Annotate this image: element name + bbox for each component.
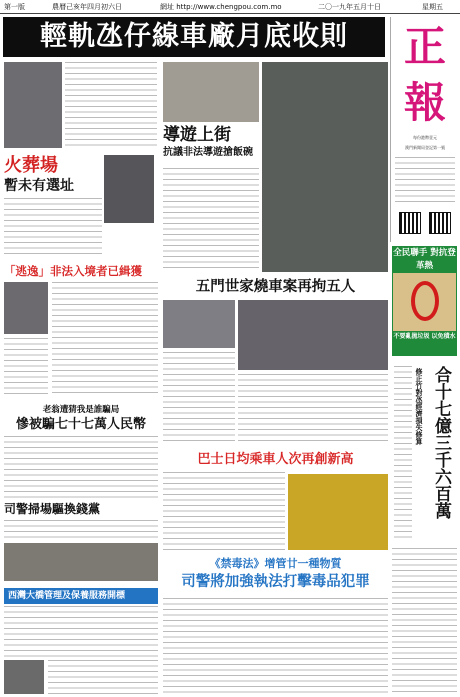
- drug-title: 司警將加強執法打擊毒品犯罪: [181, 574, 370, 590]
- notice-title: 全民聯手 對抗登革熱: [393, 248, 456, 271]
- protest-title: 導遊上街: [163, 125, 231, 145]
- page-top-bar: [0, 0, 460, 14]
- protest-subtitle: 抗議非法導遊搶飯碗: [163, 147, 253, 158]
- registration-note: 澳門新聞局登記第一號: [405, 145, 445, 150]
- bus-photo: [288, 474, 388, 550]
- arson-evidence-photo: [163, 300, 235, 348]
- story-title: 火葬場: [4, 155, 58, 176]
- bus-story-title: 巴士日均乘車人次再創新高: [197, 452, 354, 467]
- notice-subtitle: 不要亂拋垃圾 以免積水: [393, 331, 456, 355]
- escape-portrait: [4, 282, 48, 334]
- protest-march-photo: [262, 62, 388, 272]
- drug-kicker: 《禁毒法》增管廿一種物質: [209, 557, 342, 570]
- weekday: 星期五: [422, 3, 443, 11]
- masthead: [390, 17, 458, 242]
- qr-code-icon[interactable]: [429, 212, 451, 234]
- portrait-photo: [4, 62, 62, 148]
- official-photo: [104, 155, 154, 223]
- website-url[interactable]: 網址 http://www.chengpou.com.mo: [160, 3, 282, 11]
- fraud-kicker: 老翁遭猜我是誰騙局: [42, 405, 120, 415]
- police-raid-photo: [4, 543, 158, 581]
- price-note: 每份港幣壹元: [413, 135, 437, 140]
- qr-code-icon[interactable]: [399, 212, 421, 234]
- fraud-title: 慘被騙七十七萬人民幣: [15, 417, 146, 432]
- crematorium-story-header: [4, 155, 102, 195]
- vertical-kicker: 修正竹對氹經濟損失修算: [415, 368, 424, 445]
- vertical-headline: 合十七億三千六百萬: [431, 366, 451, 519]
- prohibit-icon: [411, 281, 439, 321]
- public-notice-box: [392, 246, 457, 356]
- arson-suspects-photo: [238, 300, 388, 370]
- story-subtitle: 暫未有選址: [4, 178, 74, 194]
- arson-story-title: 五門世家燒車案再拘五人: [195, 279, 356, 295]
- bridge-photo: [4, 660, 44, 694]
- police-story-title: 司警掃場驅換錢黨: [4, 502, 101, 516]
- drug-story-header: [163, 556, 388, 596]
- bridge-story-title: 西灣大橋管理及保養服務開標: [4, 588, 158, 604]
- newspaper-logo: 正報: [403, 22, 446, 127]
- masthead-info: [395, 157, 455, 205]
- lunar-date: 農曆己亥年四月初六日: [52, 3, 122, 11]
- issue-date: 二〇一九年五月十日: [318, 3, 381, 11]
- protest-signs-photo: [163, 62, 259, 122]
- right-column-text: [392, 548, 457, 693]
- protest-story-header: [163, 124, 259, 164]
- vertical-story: [392, 362, 457, 542]
- main-headline: 輕軌氹仔線車廠月底收則: [3, 17, 385, 57]
- notice-illustration: [393, 273, 456, 331]
- escape-story-title: 「逃逸」非法入境者已緝獲: [4, 264, 142, 278]
- page-number: 第一版: [4, 3, 25, 11]
- fraud-story-header: [4, 404, 158, 434]
